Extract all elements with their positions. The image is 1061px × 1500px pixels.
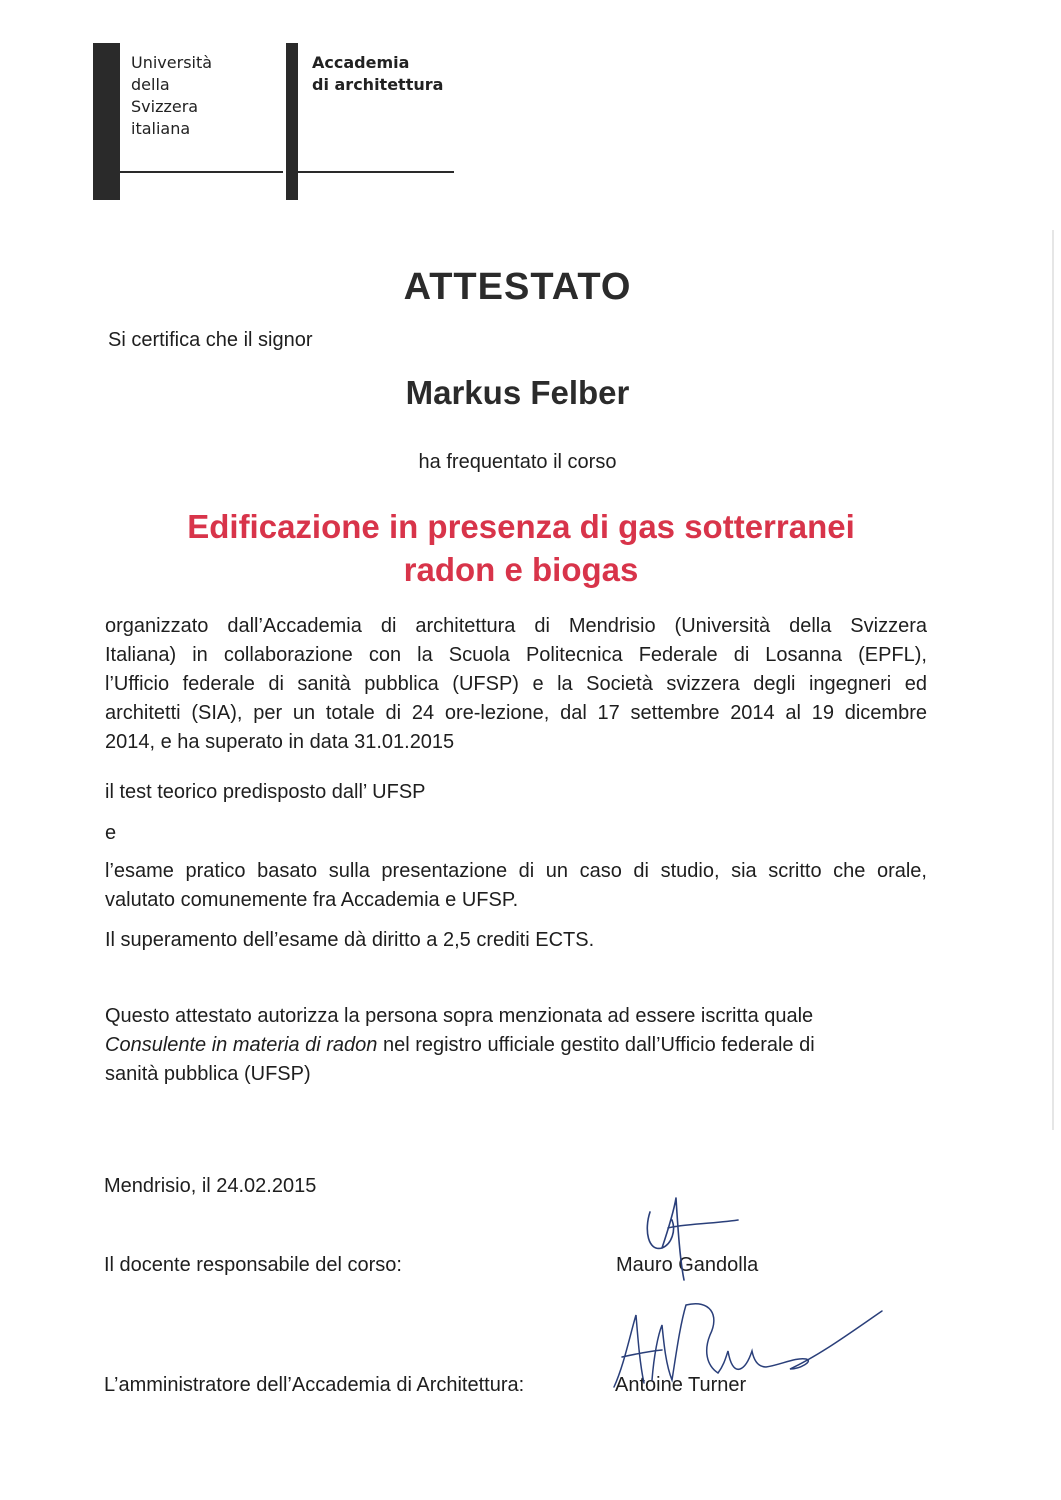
organization-paragraph: organizzato dall’Accademia di architettura di Mendrisio (Università della Svizzera Italiana) in collaborazione con la Scuola Politecnica Federale di Losanna (EPFL), l’Ufficio federale di sanità pubblica (UFSP) e la Società svizzera degli ingegneri ed architetti (SIA), per un totale di 24 ore-lezione, dal 17 settembre 2014 al 19 dicembre 2014, e ha superato in data 31.01.2015 [105,615,927,753]
academy-name: Accademia di architettura [312,53,444,94]
credits-text: Il superamento dell’esame dà diritto a 2,5 crediti ECTS. [105,929,595,951]
logo-rule-right [286,171,454,173]
attended-text: ha frequentato il corso [418,451,617,473]
logo-bar-right [286,43,298,200]
signatory-role-administrator: L’amministratore dell’Accademia di Architettura: [104,1374,525,1396]
university-name: Università della Svizzera italiana [131,53,213,138]
university-logo [0,0,470,210]
recipient-name: Markus Felber [405,374,630,411]
signature-administrator [600,1295,890,1405]
signatory-name-administrator: Antoine Turner [615,1374,747,1396]
theory-test-text: il test teorico predisposto dall’ UFSP [105,781,426,803]
document-title: ATTESTATO [403,266,632,308]
logo-bar-left [93,43,120,200]
place-date: Mendrisio, il 24.02.2015 [104,1175,317,1197]
signatory-role-lecturer: Il docente responsabile del corso: [104,1254,402,1276]
authorization-paragraph: Questo attestato autorizza la persona sopra menzionata ad essere iscritta quale Consulente in materia di radon nel registro ufficiale gestito dall’Ufficio federale di sanità pubblica (UFSP) [105,1002,905,1089]
signature-lecturer [610,1190,770,1290]
signatory-name-lecturer: Mauro Gandolla [616,1254,759,1276]
course-title: Edificazione in presenza di gas sotterranei radon e biogas [187,508,855,588]
conjunction-text: e [105,822,117,844]
logo-rule-left [93,171,283,173]
practical-exam-paragraph: l’esame pratico basato sulla presentazione di un caso di studio, sia scritto che orale, valutato comunemente fra Accademia e UFSP. [105,860,927,911]
radon-consultant-title: Consulente in materia di radon [105,1034,378,1056]
authorization-line-2: Consulente in materia di radon nel registro ufficiale gestito dall’Ufficio federale di [105,1034,815,1056]
scan-edge [1052,230,1054,1130]
intro-text: Si certifica che il signor [108,329,313,351]
